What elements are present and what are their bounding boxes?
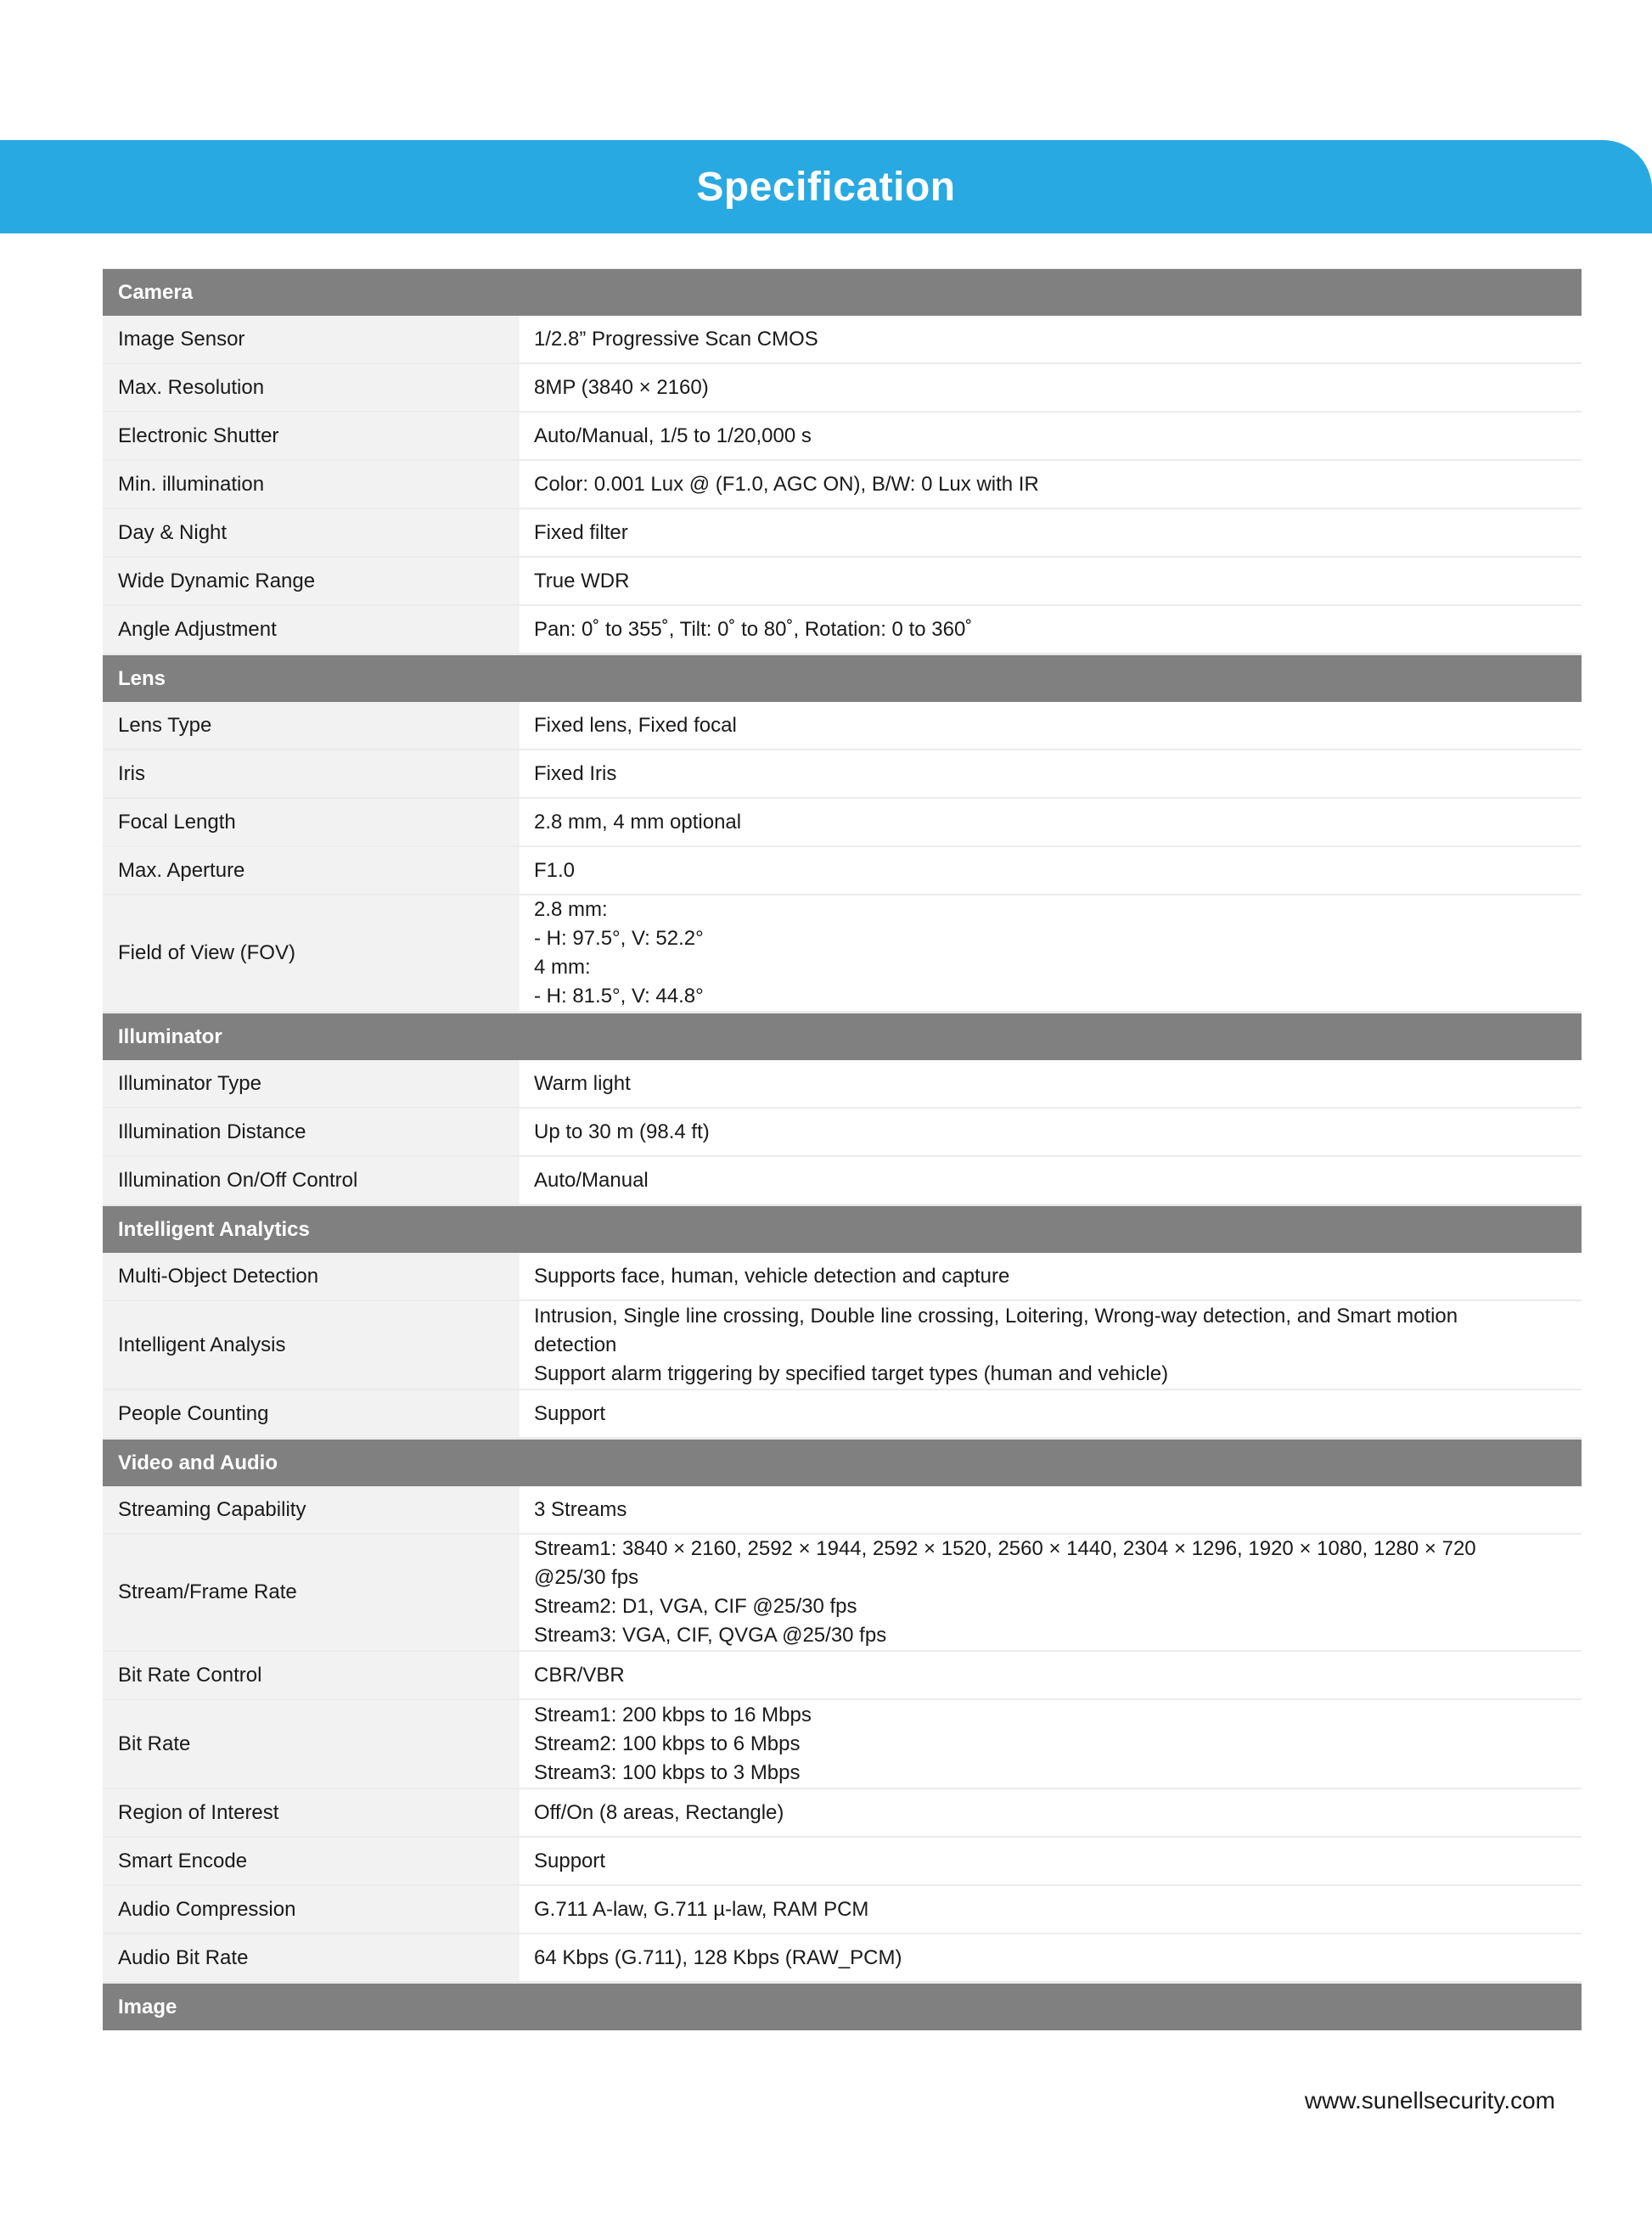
- spec-value-line: Support alarm triggering by specified target types (human and vehicle): [534, 1361, 1169, 1385]
- spec-value-line: @25/30 fps: [534, 1566, 639, 1589]
- spec-row: [103, 1301, 1582, 1390]
- spec-row: [103, 509, 1582, 558]
- spec-value-line: 2.8 mm:: [534, 898, 608, 921]
- spec-row: [103, 750, 1582, 799]
- spec-value-line: Intrusion, Single line crossing, Double line crossing, Loitering, Wrong-way detection, and Smart motion: [534, 1304, 1458, 1328]
- spec-row: [103, 558, 1582, 606]
- spec-value-line: Up to 30 m (98.4 ft): [534, 1120, 710, 1143]
- spec-value: [520, 1700, 1582, 1788]
- spec-row: [103, 799, 1582, 847]
- spec-label: Angle Adjustment: [103, 606, 520, 653]
- spec-row: [103, 1838, 1582, 1886]
- spec-value: [520, 364, 1582, 411]
- spec-value: [520, 895, 1582, 1011]
- spec-value-line: Stream2: D1, VGA, CIF @25/30 fps: [534, 1595, 857, 1618]
- spec-row: [103, 1486, 1582, 1535]
- page-title: Specification: [696, 164, 956, 210]
- spec-value: [520, 316, 1582, 362]
- footer-website: www.sunellsecurity.com: [1304, 2087, 1555, 2114]
- section-header: Camera: [103, 268, 1582, 316]
- spec-value: [520, 1157, 1582, 1204]
- spec-label: Max. Aperture: [103, 847, 520, 894]
- spec-value-line: G.711 A-law, G.711 µ-law, RAM PCM: [534, 1897, 869, 1921]
- spec-label: Audio Bit Rate: [103, 1934, 520, 1981]
- spec-value-line: Off/On (8 areas, Rectangle): [534, 1800, 784, 1824]
- spec-label: Lens Type: [103, 702, 520, 749]
- spec-value-line: - H: 97.5°, V: 52.2°: [534, 927, 704, 950]
- spec-value-line: 64 Kbps (G.711), 128 Kbps (RAW_PCM): [534, 1945, 902, 1969]
- section-header: Illuminator: [103, 1013, 1582, 1060]
- spec-label: Wide Dynamic Range: [103, 558, 520, 604]
- spec-value: [520, 1886, 1582, 1933]
- section-header: Image: [103, 1983, 1582, 2030]
- spec-row: [103, 1535, 1582, 1652]
- spec-row: [103, 364, 1582, 413]
- spec-label: Iris: [103, 750, 520, 797]
- spec-value: [520, 1838, 1582, 1884]
- spec-value: [520, 1253, 1582, 1300]
- spec-value-line: Fixed filter: [534, 520, 628, 544]
- spec-label: Image Sensor: [103, 316, 520, 362]
- spec-row: [103, 606, 1582, 654]
- spec-value-line: Support: [534, 1401, 606, 1425]
- spec-row: [103, 1934, 1582, 1983]
- spec-label: Smart Encode: [103, 1838, 520, 1884]
- spec-value-line: 4 mm:: [534, 956, 591, 979]
- spec-value-line: Auto/Manual, 1/5 to 1/20,000 s: [534, 424, 812, 447]
- spec-value: [520, 847, 1582, 894]
- spec-row: [103, 847, 1582, 895]
- spec-value: [520, 509, 1582, 556]
- spec-value-line: - H: 81.5°, V: 44.8°: [534, 985, 704, 1008]
- spec-row: [103, 1652, 1582, 1700]
- spec-value-line: Supports face, human, vehicle detection and capture: [534, 1264, 1010, 1288]
- spec-value-line: Auto/Manual: [534, 1168, 649, 1192]
- spec-row: [103, 1157, 1582, 1205]
- spec-value: [520, 799, 1582, 845]
- spec-value: [520, 1486, 1582, 1533]
- spec-value: [520, 413, 1582, 459]
- spec-value-line: 2.8 mm, 4 mm optional: [534, 810, 742, 834]
- spec-row: [103, 1886, 1582, 1934]
- spec-value: [520, 1301, 1582, 1389]
- spec-value-line: Stream2: 100 kbps to 6 Mbps: [534, 1732, 801, 1755]
- spec-value: [520, 1390, 1582, 1437]
- spec-value-line: Warm light: [534, 1071, 631, 1095]
- spec-value-line: 8MP (3840 × 2160): [534, 375, 709, 399]
- spec-row: [103, 1390, 1582, 1439]
- spec-value: [520, 1789, 1582, 1836]
- spec-label: Intelligent Analysis: [103, 1301, 520, 1389]
- spec-row: [103, 1060, 1582, 1109]
- spec-value-line: detection: [534, 1333, 617, 1356]
- spec-value-line: Stream3: VGA, CIF, QVGA @25/30 fps: [534, 1624, 887, 1647]
- spec-value: [520, 606, 1582, 653]
- spec-value-line: CBR/VBR: [534, 1663, 625, 1687]
- spec-value-line: Color: 0.001 Lux @ (F1.0, AGC ON), B/W: 0 Lux with IR: [534, 472, 1039, 496]
- section-header: Lens: [103, 654, 1582, 702]
- specification-table: [103, 268, 1582, 2030]
- spec-row: [103, 1253, 1582, 1301]
- spec-value-line: Fixed Iris: [534, 761, 617, 785]
- spec-label: Max. Resolution: [103, 364, 520, 411]
- spec-label: Illumination Distance: [103, 1109, 520, 1155]
- spec-label: Illuminator Type: [103, 1060, 520, 1107]
- spec-value: [520, 461, 1582, 508]
- spec-row: [103, 1700, 1582, 1789]
- spec-row: [103, 1789, 1582, 1838]
- spec-row: [103, 895, 1582, 1013]
- spec-row: [103, 461, 1582, 509]
- spec-value: [520, 750, 1582, 797]
- spec-value-line: Pan: 0˚ to 355˚, Tilt: 0˚ to 80˚, Rotation: 0 to 360˚: [534, 617, 973, 641]
- spec-value: [520, 1934, 1582, 1981]
- spec-label: Multi-Object Detection: [103, 1253, 520, 1300]
- spec-value: [520, 558, 1582, 604]
- spec-label: People Counting: [103, 1390, 520, 1437]
- spec-label: Bit Rate Control: [103, 1652, 520, 1698]
- spec-value: [520, 1109, 1582, 1155]
- spec-row: [103, 413, 1582, 461]
- section-header: Intelligent Analytics: [103, 1205, 1582, 1253]
- spec-label: Stream/Frame Rate: [103, 1535, 520, 1650]
- spec-value-line: 1/2.8” Progressive Scan CMOS: [534, 327, 818, 351]
- spec-label: Region of Interest: [103, 1789, 520, 1836]
- spec-label: Bit Rate: [103, 1700, 520, 1788]
- spec-row: [103, 702, 1582, 750]
- spec-value-line: Stream1: 3840 × 2160, 2592 × 1944, 2592 × 1520, 2560 × 1440, 2304 × 1296, 1920 × 1080, 1280 × 720: [534, 1537, 1476, 1560]
- spec-row: [103, 316, 1582, 364]
- spec-value-line: Fixed lens, Fixed focal: [534, 713, 737, 737]
- spec-value-line: Stream3: 100 kbps to 3 Mbps: [534, 1760, 801, 1784]
- spec-value: [520, 1652, 1582, 1698]
- spec-label: Audio Compression: [103, 1886, 520, 1933]
- spec-value-line: F1.0: [534, 858, 576, 882]
- spec-label: Illumination On/Off Control: [103, 1157, 520, 1204]
- spec-value-line: 3 Streams: [534, 1497, 627, 1521]
- spec-value-line: Stream1: 200 kbps to 16 Mbps: [534, 1703, 812, 1726]
- spec-row: [103, 1109, 1582, 1157]
- section-header: Video and Audio: [103, 1439, 1582, 1486]
- spec-label: Streaming Capability: [103, 1486, 520, 1533]
- spec-label: Min. illumination: [103, 461, 520, 508]
- spec-label: Field of View (FOV): [103, 895, 520, 1011]
- spec-label: Day & Night: [103, 509, 520, 556]
- spec-label: Electronic Shutter: [103, 413, 520, 459]
- title-banner: [0, 140, 1652, 233]
- spec-value: [520, 1535, 1582, 1650]
- spec-value: [520, 702, 1582, 749]
- spec-label: Focal Length: [103, 799, 520, 845]
- spec-value-line: True WDR: [534, 569, 630, 592]
- spec-value-line: Support: [534, 1849, 606, 1872]
- spec-value: [520, 1060, 1582, 1107]
